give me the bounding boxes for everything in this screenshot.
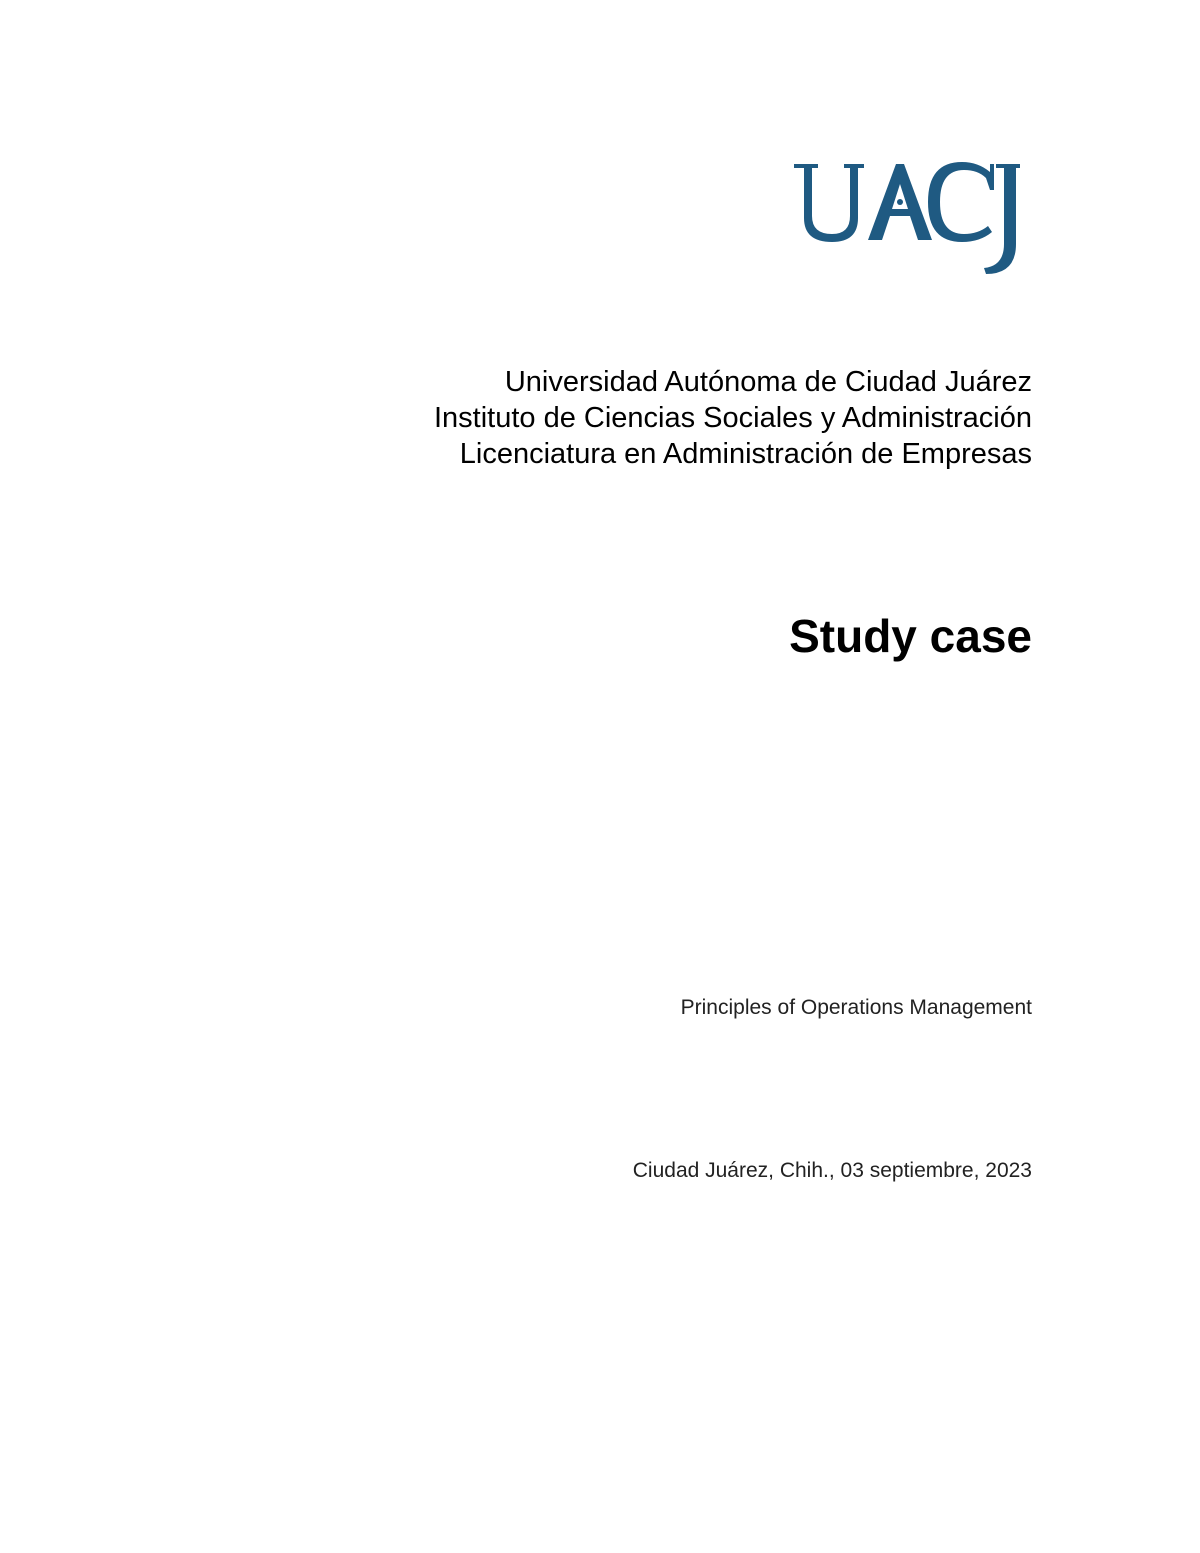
uacj-logo-svg bbox=[790, 150, 1022, 276]
institute-name: Instituto de Ciencias Sociales y Administración bbox=[433, 402, 1032, 434]
place-date: Ciudad Juárez, Chih., 03 septiembre, 2023 bbox=[632, 1159, 1032, 1182]
uacj-logo-icon bbox=[790, 150, 1022, 276]
university-name: Universidad Autónoma de Ciudad Juárez bbox=[504, 366, 1032, 398]
program-name: Licenciatura en Administración de Empresas bbox=[459, 438, 1032, 470]
document-title: Study case bbox=[789, 610, 1032, 662]
course-name: Principles of Operations Management bbox=[680, 996, 1032, 1019]
institution-block bbox=[332, 364, 1032, 472]
